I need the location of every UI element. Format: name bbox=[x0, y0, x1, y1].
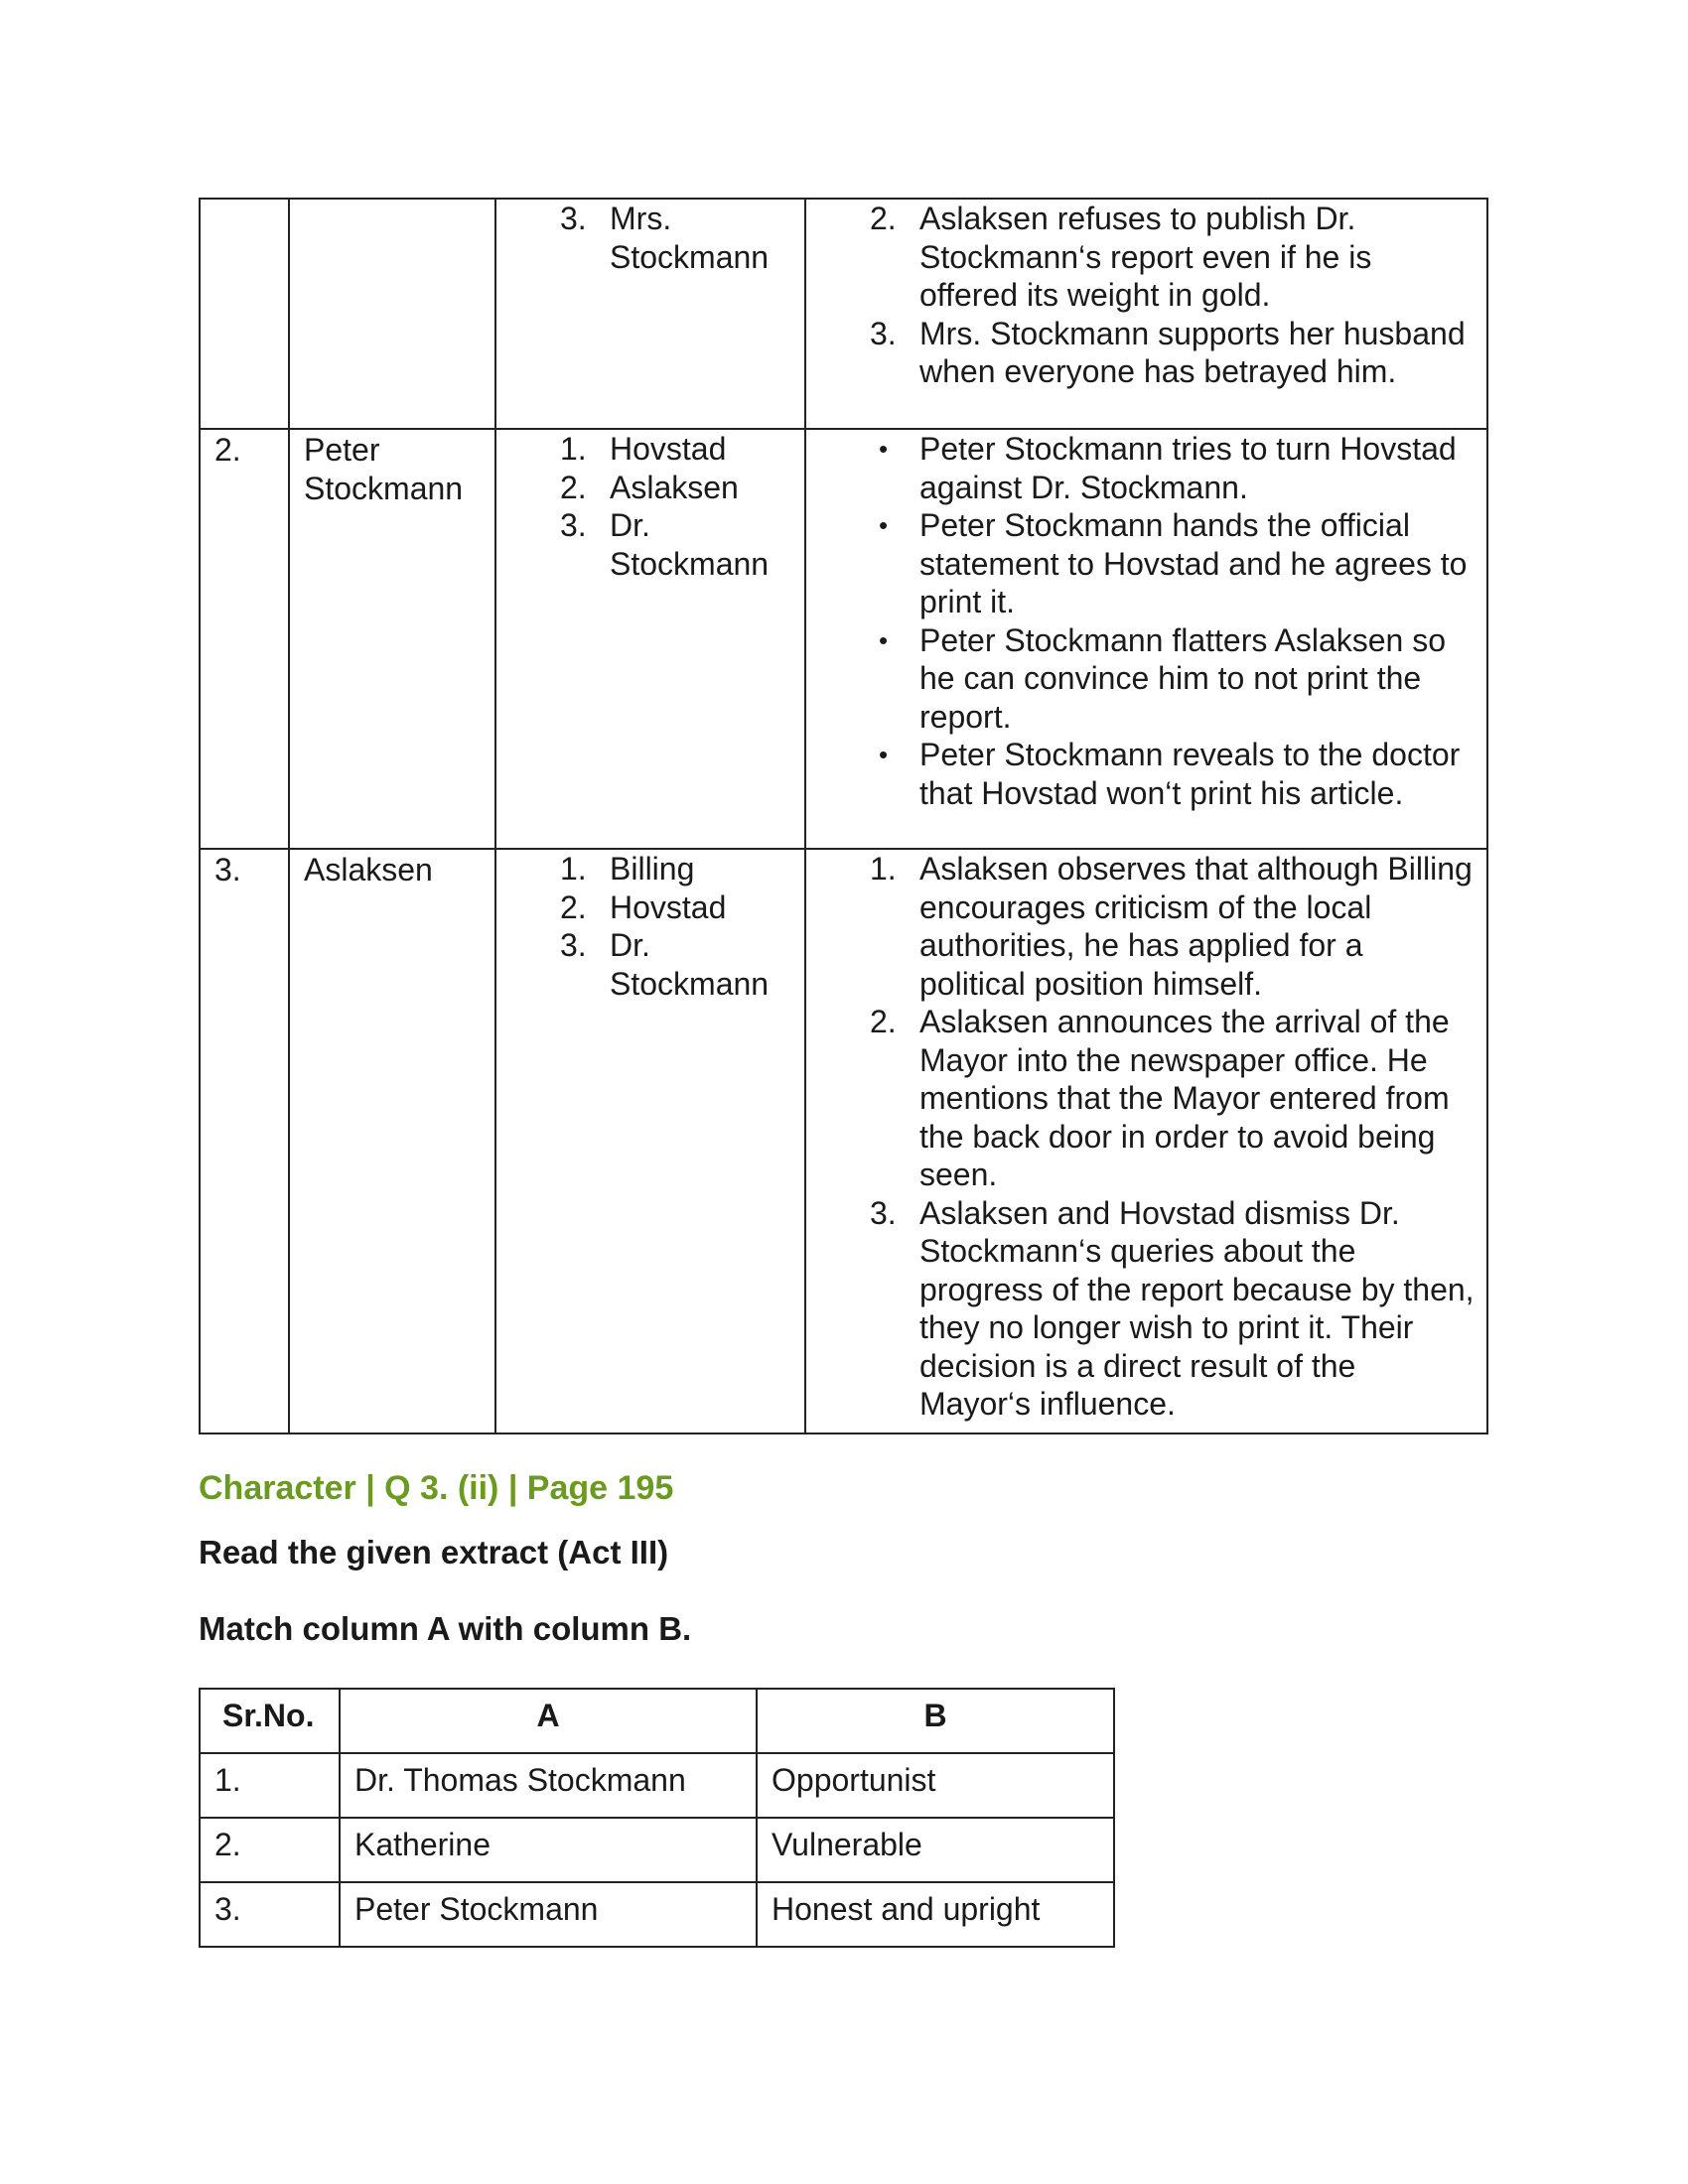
column-b-cell: Honest and upright bbox=[757, 1882, 1114, 1947]
column-header-a: A bbox=[340, 1689, 757, 1753]
sr-cell: 3. bbox=[200, 849, 289, 1433]
column-a-cell: Dr. Thomas Stockmann bbox=[340, 1753, 757, 1818]
table-row bbox=[200, 429, 1487, 849]
list-item: 3. Mrs. Stockmann supports her husband when everyone has betrayed him. bbox=[870, 315, 1466, 389]
list-item: 2. Aslaksen bbox=[560, 469, 739, 505]
column-header-srno: Sr.No. bbox=[200, 1689, 340, 1753]
character-interaction-table bbox=[199, 198, 1488, 1434]
list-item: 3. Mrs. Stockmann bbox=[560, 201, 770, 275]
table-row bbox=[200, 199, 1487, 429]
list-item: 3. Dr. Stockmann bbox=[560, 507, 770, 582]
list-item: 3. Dr. Stockmann bbox=[560, 927, 770, 1002]
header-row bbox=[200, 1689, 1114, 1753]
sr-cell: 2. bbox=[200, 429, 289, 849]
list-item: 2. Aslaksen refuses to publish Dr. Stockmann‘s report even if he is offered its weight in gold. bbox=[870, 201, 1372, 313]
list-item: 2. Hovstad bbox=[560, 888, 727, 925]
character-cell bbox=[289, 199, 495, 429]
sr-cell: 2. bbox=[200, 1818, 340, 1882]
table-row bbox=[200, 1818, 1114, 1882]
table-row bbox=[200, 1882, 1114, 1947]
sr-cell: 3. bbox=[200, 1882, 340, 1947]
column-a-cell: Peter Stockmann bbox=[340, 1882, 757, 1947]
interacts-cell bbox=[495, 849, 805, 1433]
list-item: 2. Aslaksen announces the arrival of the Mayor into the newspaper office. He mentions that the Mayor entered from the back door in order to avoid being seen. bbox=[870, 1004, 1450, 1192]
list-item: 1. Billing bbox=[560, 851, 695, 887]
sr-cell bbox=[200, 199, 289, 429]
section-heading: Character | Q 3. (ii) | Page 195 bbox=[199, 1469, 674, 1507]
list-item: 1. Hovstad bbox=[560, 431, 727, 467]
points-cell bbox=[805, 849, 1487, 1433]
column-header-b: B bbox=[757, 1689, 1114, 1753]
points-cell bbox=[805, 429, 1487, 849]
column-b-cell: Vulnerable bbox=[757, 1818, 1114, 1882]
table-row bbox=[200, 1753, 1114, 1818]
column-b-cell: Opportunist bbox=[757, 1753, 1114, 1818]
instruction-read-extract: Read the given extract (Act III) bbox=[199, 1534, 669, 1570]
column-a-cell: Katherine bbox=[340, 1818, 757, 1882]
sr-cell: 1. bbox=[200, 1753, 340, 1818]
match-columns-table bbox=[199, 1688, 1115, 1948]
character-cell: Peter Stockmann bbox=[289, 429, 495, 849]
character-cell: Aslaksen bbox=[289, 849, 495, 1433]
list-item: • Peter Stockmann flatters Aslaksen so he can convince him to not print the report. bbox=[879, 621, 1447, 735]
list-item: • Peter Stockmann tries to turn Hovstad against Dr. Stockmann. bbox=[879, 431, 1457, 505]
list-item: 3. Aslaksen and Hovstad dismiss Dr. Stockmann‘s queries about the progress of the report because by then, they no longer wish to print it. Their decision is a direct result of the Mayor‘s influence. bbox=[870, 1194, 1475, 1422]
table-row bbox=[200, 849, 1487, 1433]
interacts-cell bbox=[495, 429, 805, 849]
points-cell bbox=[805, 199, 1487, 429]
list-item: • Peter Stockmann hands the official statement to Hovstad and he agrees to print it. bbox=[879, 507, 1468, 619]
list-item: • Peter Stockmann reveals to the doctor that Hovstad won‘t print his article. bbox=[879, 737, 1461, 811]
interacts-cell bbox=[495, 199, 805, 429]
list-item: 1. Aslaksen observes that although Billing encourages criticism of the local authorities, he has applied for a political position himself. bbox=[870, 851, 1473, 1002]
instruction-match-columns: Match column A with column B. bbox=[199, 1610, 692, 1647]
